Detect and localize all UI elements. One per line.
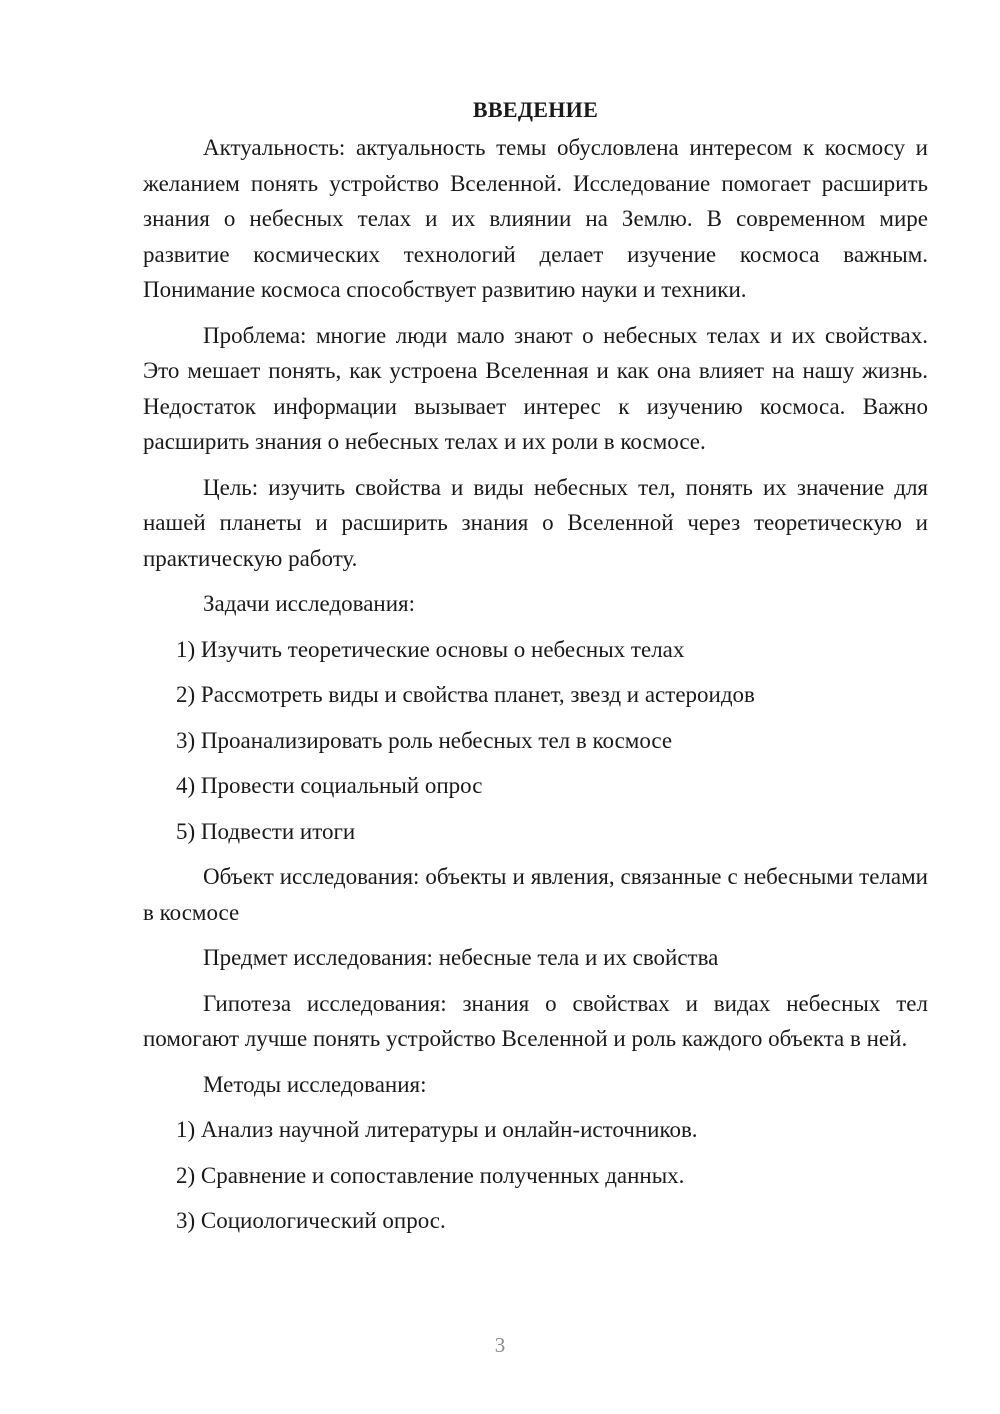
list-item: 1) Анализ научной литературы и онлайн-источников. <box>176 1117 698 1142</box>
tasks-list <box>143 632 928 850</box>
list-item: 2) Сравнение и сопоставление полученных данных. <box>176 1162 685 1188</box>
list-item: 3) Социологический опрос. <box>176 1208 446 1233</box>
methods-list <box>143 1112 928 1239</box>
goal-paragraph: Цель: изучить свойства и виды небесных тел, понять их значение для нашей планеты и расширить знания о Вселенной через теоретическую и практическую работу. <box>143 474 928 571</box>
hypothesis-paragraph: Гипотеза исследования: знания о свойствах и видах небесных тел помогают лучше понять устройство Вселенной и роль каждого объекта в ней. <box>143 990 928 1051</box>
section-title: ВВЕДЕНИЕ <box>472 97 599 122</box>
document-body <box>143 92 928 1239</box>
subject-paragraph: Предмет исследования: небесные тела и их свойства <box>203 945 719 970</box>
list-item: 5) Подвести итоги <box>176 818 356 844</box>
list-item: 4) Провести социальный опрос <box>176 773 483 798</box>
list-item: 3) Проанализировать роль небесных тел в космосе <box>176 727 673 753</box>
list-item: 1) Изучить теоретические основы о небесных телах <box>176 636 685 662</box>
page-number: 3 <box>494 1333 506 1357</box>
methods-heading: Методы исследования: <box>203 1071 427 1097</box>
list-item: 2) Рассмотреть виды и свойства планет, звезд и астероидов <box>176 682 755 707</box>
problem-paragraph: Проблема: многие люди мало знают о небесных телах и их свойствах. Это мешает понять, как устроена Вселенная и как она влияет на нашу жизнь. Недостаток информации вызывает интерес к изучению космоса. Важно расширить знания о небесных телах и их роли в космосе. <box>143 322 928 454</box>
object-paragraph: Объект исследования: объекты и явления, связанные с небесными телами в космосе <box>143 864 928 925</box>
relevance-paragraph: Актуальность: актуальность темы обусловлена интересом к космосу и желанием понять устройство Вселенной. Исследование помогает расширить знания о небесных телах и их влиянии на Землю. В современном мире развитие космических технологий делает изучение космоса важным. Понимание космоса способствует развитию науки и техники. <box>143 135 928 302</box>
tasks-heading: Задачи исследования: <box>203 591 416 616</box>
